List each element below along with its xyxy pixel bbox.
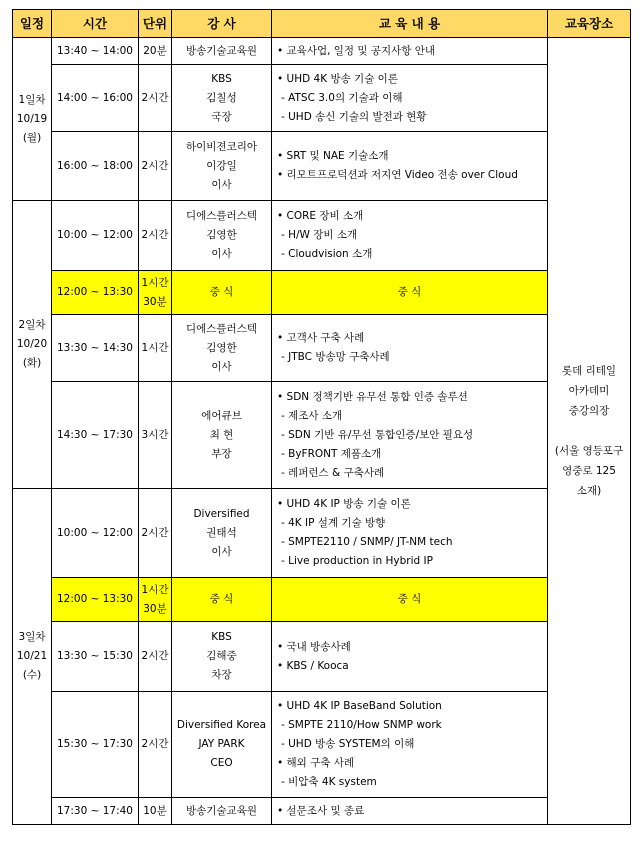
header-content: 교 육 내 용 (272, 10, 548, 38)
unit-cell: 2시간 (139, 132, 172, 201)
time-cell: 14:30 ~ 17:30 (52, 382, 139, 489)
header-unit: 단위 (139, 10, 172, 38)
header-row (13, 10, 631, 38)
content-cell: • 설문조사 및 종료 (272, 798, 548, 825)
time-cell: 12:00 ~ 13:30 (52, 271, 139, 315)
time-cell: 17:30 ~ 17:40 (52, 798, 139, 825)
unit-cell: 2시간 (139, 201, 172, 271)
instructor-cell: 중 식 (172, 578, 272, 622)
header-time: 시간 (52, 10, 139, 38)
unit-cell: 3시간 (139, 382, 172, 489)
unit-cell: 1시간 30분 (139, 578, 172, 622)
table-row (13, 622, 631, 692)
content-cell: • CORE 장비 소개 - H/W 장비 소개 - Cloudvision 소개 (272, 201, 548, 271)
instructor-cell: 중 식 (172, 271, 272, 315)
unit-cell: 10분 (139, 798, 172, 825)
time-cell: 13:30 ~ 14:30 (52, 315, 139, 382)
unit-cell: 2시간 (139, 692, 172, 798)
time-cell: 15:30 ~ 17:30 (52, 692, 139, 798)
content-cell: • 국내 방송사례 • KBS / Kooca (272, 622, 548, 692)
instructor-cell: 하이비젼코리아 이강일 이사 (172, 132, 272, 201)
table-row (13, 315, 631, 382)
unit-cell: 2시간 (139, 489, 172, 578)
time-cell: 10:00 ~ 12:00 (52, 201, 139, 271)
instructor-cell: Diversified 권태석 이사 (172, 489, 272, 578)
day-cell: 3일차 10/21 (수) (13, 489, 52, 825)
content-cell: • UHD 4K IP 방송 기술 이론 - 4K IP 설계 기술 방향 - SMPTE2110 / SNMP/ JT-NM tech - Live production in Hybrid IP (272, 489, 548, 578)
instructor-cell: 디에스플러스텍 김영한 이사 (172, 315, 272, 382)
content-cell: • SDN 정책기반 유무선 통합 인증 솔루션 - 제조사 소개 - SDN 기반 유/무선 통합인증/보안 필요성 - ByFRONT 제품소개 - 레퍼런스 & 구축사례 (272, 382, 548, 489)
table-row (13, 132, 631, 201)
table-row (13, 692, 631, 798)
lunch-row (13, 578, 631, 622)
table-row (13, 38, 631, 65)
content-cell: 중 식 (272, 578, 548, 622)
content-cell: • 고객사 구축 사례 - JTBC 방송망 구축사례 (272, 315, 548, 382)
time-cell: 13:40 ~ 14:00 (52, 38, 139, 65)
place-cell: 롯데 리테일 아카데미 중강의장 (서울 영등포구 영중로 125 소재) (548, 38, 631, 825)
instructor-cell: KBS 김해중 차장 (172, 622, 272, 692)
schedule-table (12, 9, 631, 825)
content-cell: • UHD 4K IP BaseBand Solution - SMPTE 2110/How SNMP work - UHD 방송 SYSTEM의 이해 • 해외 구축 사례 - 비압축 4K system (272, 692, 548, 798)
instructor-cell: KBS 김칠성 국장 (172, 65, 272, 132)
unit-cell: 2시간 (139, 65, 172, 132)
table-row (13, 798, 631, 825)
unit-cell: 2시간 (139, 622, 172, 692)
unit-cell: 1시간 30분 (139, 271, 172, 315)
header-instructor: 강 사 (172, 10, 272, 38)
content-cell: • UHD 4K 방송 기술 이론 - ATSC 3.0의 기술과 이해 - UHD 송신 기술의 발전과 현황 (272, 65, 548, 132)
instructor-cell: 방송기술교육원 (172, 798, 272, 825)
content-cell: • SRT 및 NAE 기술소개 • 리모트프로덕션과 저지연 Video 전송 over Cloud (272, 132, 548, 201)
instructor-cell: Diversified Korea JAY PARK CEO (172, 692, 272, 798)
content-cell: • 교육사업, 일정 및 공지사항 안내 (272, 38, 548, 65)
time-cell: 10:00 ~ 12:00 (52, 489, 139, 578)
day-cell: 1일차 10/19 (월) (13, 38, 52, 201)
table-row (13, 201, 631, 271)
table-row (13, 65, 631, 132)
unit-cell: 1시간 (139, 315, 172, 382)
day-cell: 2일차 10/20 (화) (13, 201, 52, 489)
unit-cell: 20분 (139, 38, 172, 65)
instructor-cell: 디에스플러스텍 김영한 이사 (172, 201, 272, 271)
table-row (13, 382, 631, 489)
table-row (13, 489, 631, 578)
time-cell: 12:00 ~ 13:30 (52, 578, 139, 622)
time-cell: 13:30 ~ 15:30 (52, 622, 139, 692)
content-cell: 중 식 (272, 271, 548, 315)
instructor-cell: 방송기술교육원 (172, 38, 272, 65)
header-place: 교육장소 (548, 10, 631, 38)
header-day: 일정 (13, 10, 52, 38)
time-cell: 14:00 ~ 16:00 (52, 65, 139, 132)
time-cell: 16:00 ~ 18:00 (52, 132, 139, 201)
instructor-cell: 에어큐브 최 현 부장 (172, 382, 272, 489)
lunch-row (13, 271, 631, 315)
